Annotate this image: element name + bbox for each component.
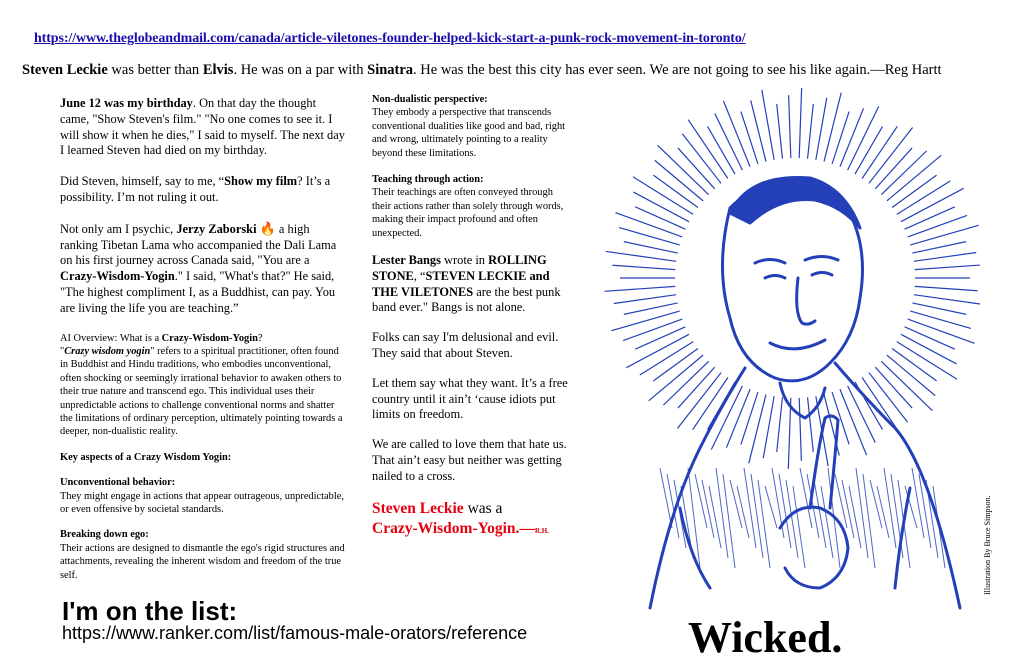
delusional-paragraph: Folks can say I'm delusional and evil. They said that about Steven.: [372, 330, 559, 361]
non-dualistic-aspect: Non-dualistic perspective: They embody a perspective that transcends conventional dualities like good and bad, right and wrong, ultimately pointing to a reality beyond these limitations.: [372, 94, 566, 159]
key-aspects-heading: Key aspects of a Crazy Wisdom Yogin:: [60, 451, 232, 463]
ego-aspect: Breaking down ego: Their actions are designed to dismantle the ego's rigid structures and attachments, revealing the inherent wisdom and freedom of the true self.: [60, 529, 345, 581]
article-link[interactable]: https://www.theglobeandmail.com/canada/article-viletones-founder-helped-kick-start-a-punk-rock-movement-in-toronto/: [34, 31, 746, 46]
ranker-link[interactable]: https://www.ranker.com/list/famous-male-orators/reference: [62, 623, 528, 643]
left-column: [60, 96, 345, 594]
shading-hatch: [660, 468, 945, 568]
teaching-aspect: Teaching through action: Their teachings are often conveyed through their actions rather than solely through words, making their impact profound and often unexpected.: [372, 174, 564, 239]
middle-column: [372, 93, 572, 541]
show-film-paragraph: Did Steven, himself, say to me, “Show my film? It’s a possibility. I’m not ruling it out.: [60, 174, 331, 204]
portrait-illustration: [580, 88, 980, 613]
unconventional-aspect: Unconventional behavior: They might engage in actions that appear outrageous, unpredictable, or even offensive by societal standards.: [60, 477, 344, 516]
love-paragraph: We are called to love them that hate us. That ain’t easy but neither was getting nailed to a cross.: [372, 437, 567, 483]
list-title: I'm on the list:: [62, 596, 238, 626]
ai-overview: AI Overview: What is a Crazy-Wisdom-Yogin? "Crazy wisdom yogin" refers to a spiritual practitioner, often found in Buddhist and Hindu traditions, who embodies unconventional, often shocking or seemingly irrational behavior to awaken others to their true nature and transcend ego. This individual uses their unpredictable actions to challenge conventional norms and shatter the limitations of ordinary perception, ultimately pointing towards a deeper, non-dualistic reality.: [60, 332, 343, 438]
birthday-paragraph: June 12 was my birthday. On that day the thought came, "Show Steven's film." "No one comes to see it. I will show it when he dies," I said to myself. The next day I learned Steven had died on my birthday.: [60, 96, 345, 158]
flame-icon: 🔥: [259, 220, 276, 236]
free-country-paragraph: Let them say what they want. It’s a free country until it ain’t ‘cause idiots put limits on freedom.: [372, 375, 568, 422]
bangs-paragraph: Lester Bangs wrote in ROLLING STONE, “STEVEN LECKIE and THE VILETONES are the best punk band ever." Bangs is not alone.: [372, 253, 561, 315]
red-statement: Steven Leckie was a Crazy-Wisdom-Yogin.—R.H.: [372, 499, 549, 537]
illustration-credit: Illustration By Bruce Simpson.: [983, 495, 992, 595]
wicked-caption: Wicked.: [688, 613, 843, 662]
lama-paragraph: Not only am I psychic, Jerzy Zaborski 🔥 a high ranking Tibetan Lama who accompanied the Dali Lama on his first journey across Canada said, "You are a Crazy-Wisdom-Yogin." I said, "What's that?" He said, "The highest compliment I, as a Buddhist, can pay. You are living the life you are teaching.”: [60, 220, 337, 315]
hartt-quote: Steven Leckie was better than Elvis. He was on a par with Sinatra. He was the best this city has ever seen. We are not going to see his like again.—Reg Hartt: [22, 62, 942, 78]
